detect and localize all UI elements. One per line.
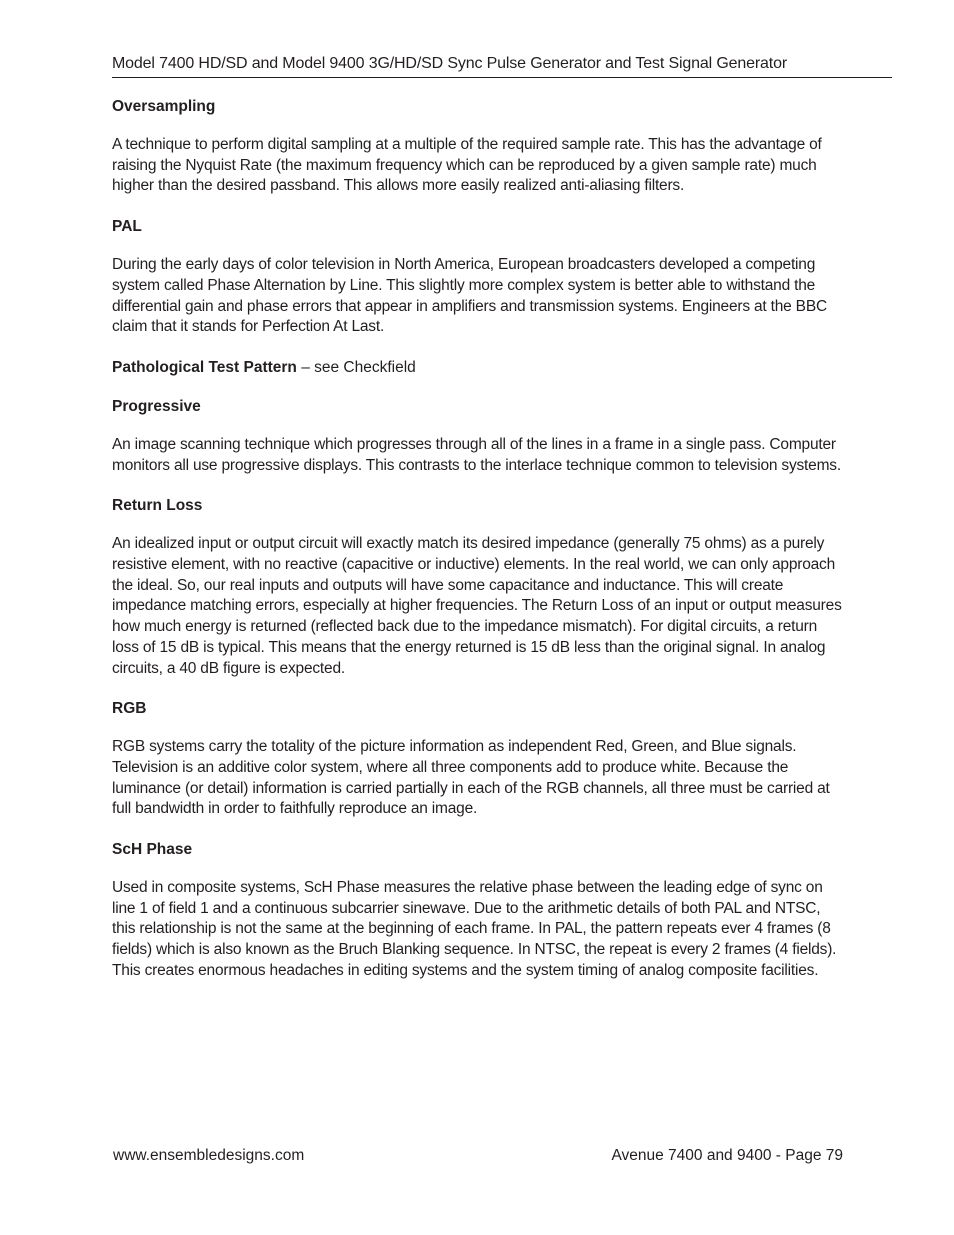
term-progressive: Progressive <box>112 397 201 415</box>
footer-website: www.ensembledesigns.com <box>113 1147 305 1164</box>
definition-oversampling: A technique to perform digital sampling at a multiple of the required sample rate. This has the advantage of raising the Nyquist Rate (the maximum frequency which can be reproduced by a given sample rate) much higher than the desired passband. This allows more easily realized anti-aliasing filters. <box>112 136 822 195</box>
term-return-loss: Return Loss <box>112 497 203 515</box>
definition-pal: During the early days of color television in North America, European broadcasters developed a competing system called Phase Alternation by Line. This slightly more complex system is better able to withstand the differential gain and phase errors that appear in amplifiers and transmission systems. Engineers at the BBC claim that it stands for Perfection At Last. <box>112 256 827 336</box>
definition-rgb: RGB systems carry the totality of the picture information as independent Red, Green, and Blue signals. Television is an additive color system, where all three components add to produce white. Because the luminance (or detail) information is carried partially in each of the RGB channels, all three must be carried at full bandwidth in order to faithfully reproduce an image. <box>112 738 830 818</box>
running-header: Model 7400 HD/SD and Model 9400 3G/HD/SD Sync Pulse Generator and Test Signal Generator <box>112 53 892 78</box>
definition-return-loss: An idealized input or output circuit will exactly match its desired impedance (generally 75 ohms) as a purely resistive element, with no reactive (capacitive or inductive) elements. In the real world, we can only approach the ideal. So, our real inputs and outputs will have some capacitance and inductance. This will create impedance matching errors, especially at higher frequencies. The Return Loss of an input or output measures how much energy is returned (reflected back due to the impedance mismatch). For digital circuits, a return loss of 15 dB is typical. This means that the energy returned is 15 dB less than the original signal. In analog circuits, a 40 dB figure is expected. <box>112 535 842 677</box>
definition-sch-phase: Used in composite systems, ScH Phase measures the relative phase between the leading edge of sync on line 1 of field 1 and a continuous subcarrier sinewave. Due to the arithmetic details of both PAL and NTSC, this relationship is not the same at the beginning of each frame. In PAL, the pattern repeats ever 4 frames (8 fields) which is also known as the Bruch Blanking sequence. In NTSC, the repeat is every 2 frames (4 fields). This creates enormous headaches in editing systems and the system timing of analog composite facilities. <box>112 879 837 979</box>
term-pal: PAL <box>112 218 142 236</box>
definition-progressive: An image scanning technique which progresses through all of the lines in a frame in a single pass. Computer monitors all use progressive displays. This contrasts to the interlace technique common to television systems. <box>112 435 841 474</box>
footer-page-label: Avenue 7400 and 9400 - Page 79 <box>611 1147 843 1164</box>
term-sch-phase: ScH Phase <box>112 841 193 859</box>
see-also-checkfield: – see Checkfield <box>301 358 416 376</box>
entry-pathological-test-pattern <box>112 357 844 379</box>
term-rgb: RGB <box>112 700 147 718</box>
glossary-content <box>112 96 844 1001</box>
term-pathological-test-pattern: Pathological Test Pattern <box>112 358 297 376</box>
term-oversampling: Oversampling <box>112 98 216 115</box>
